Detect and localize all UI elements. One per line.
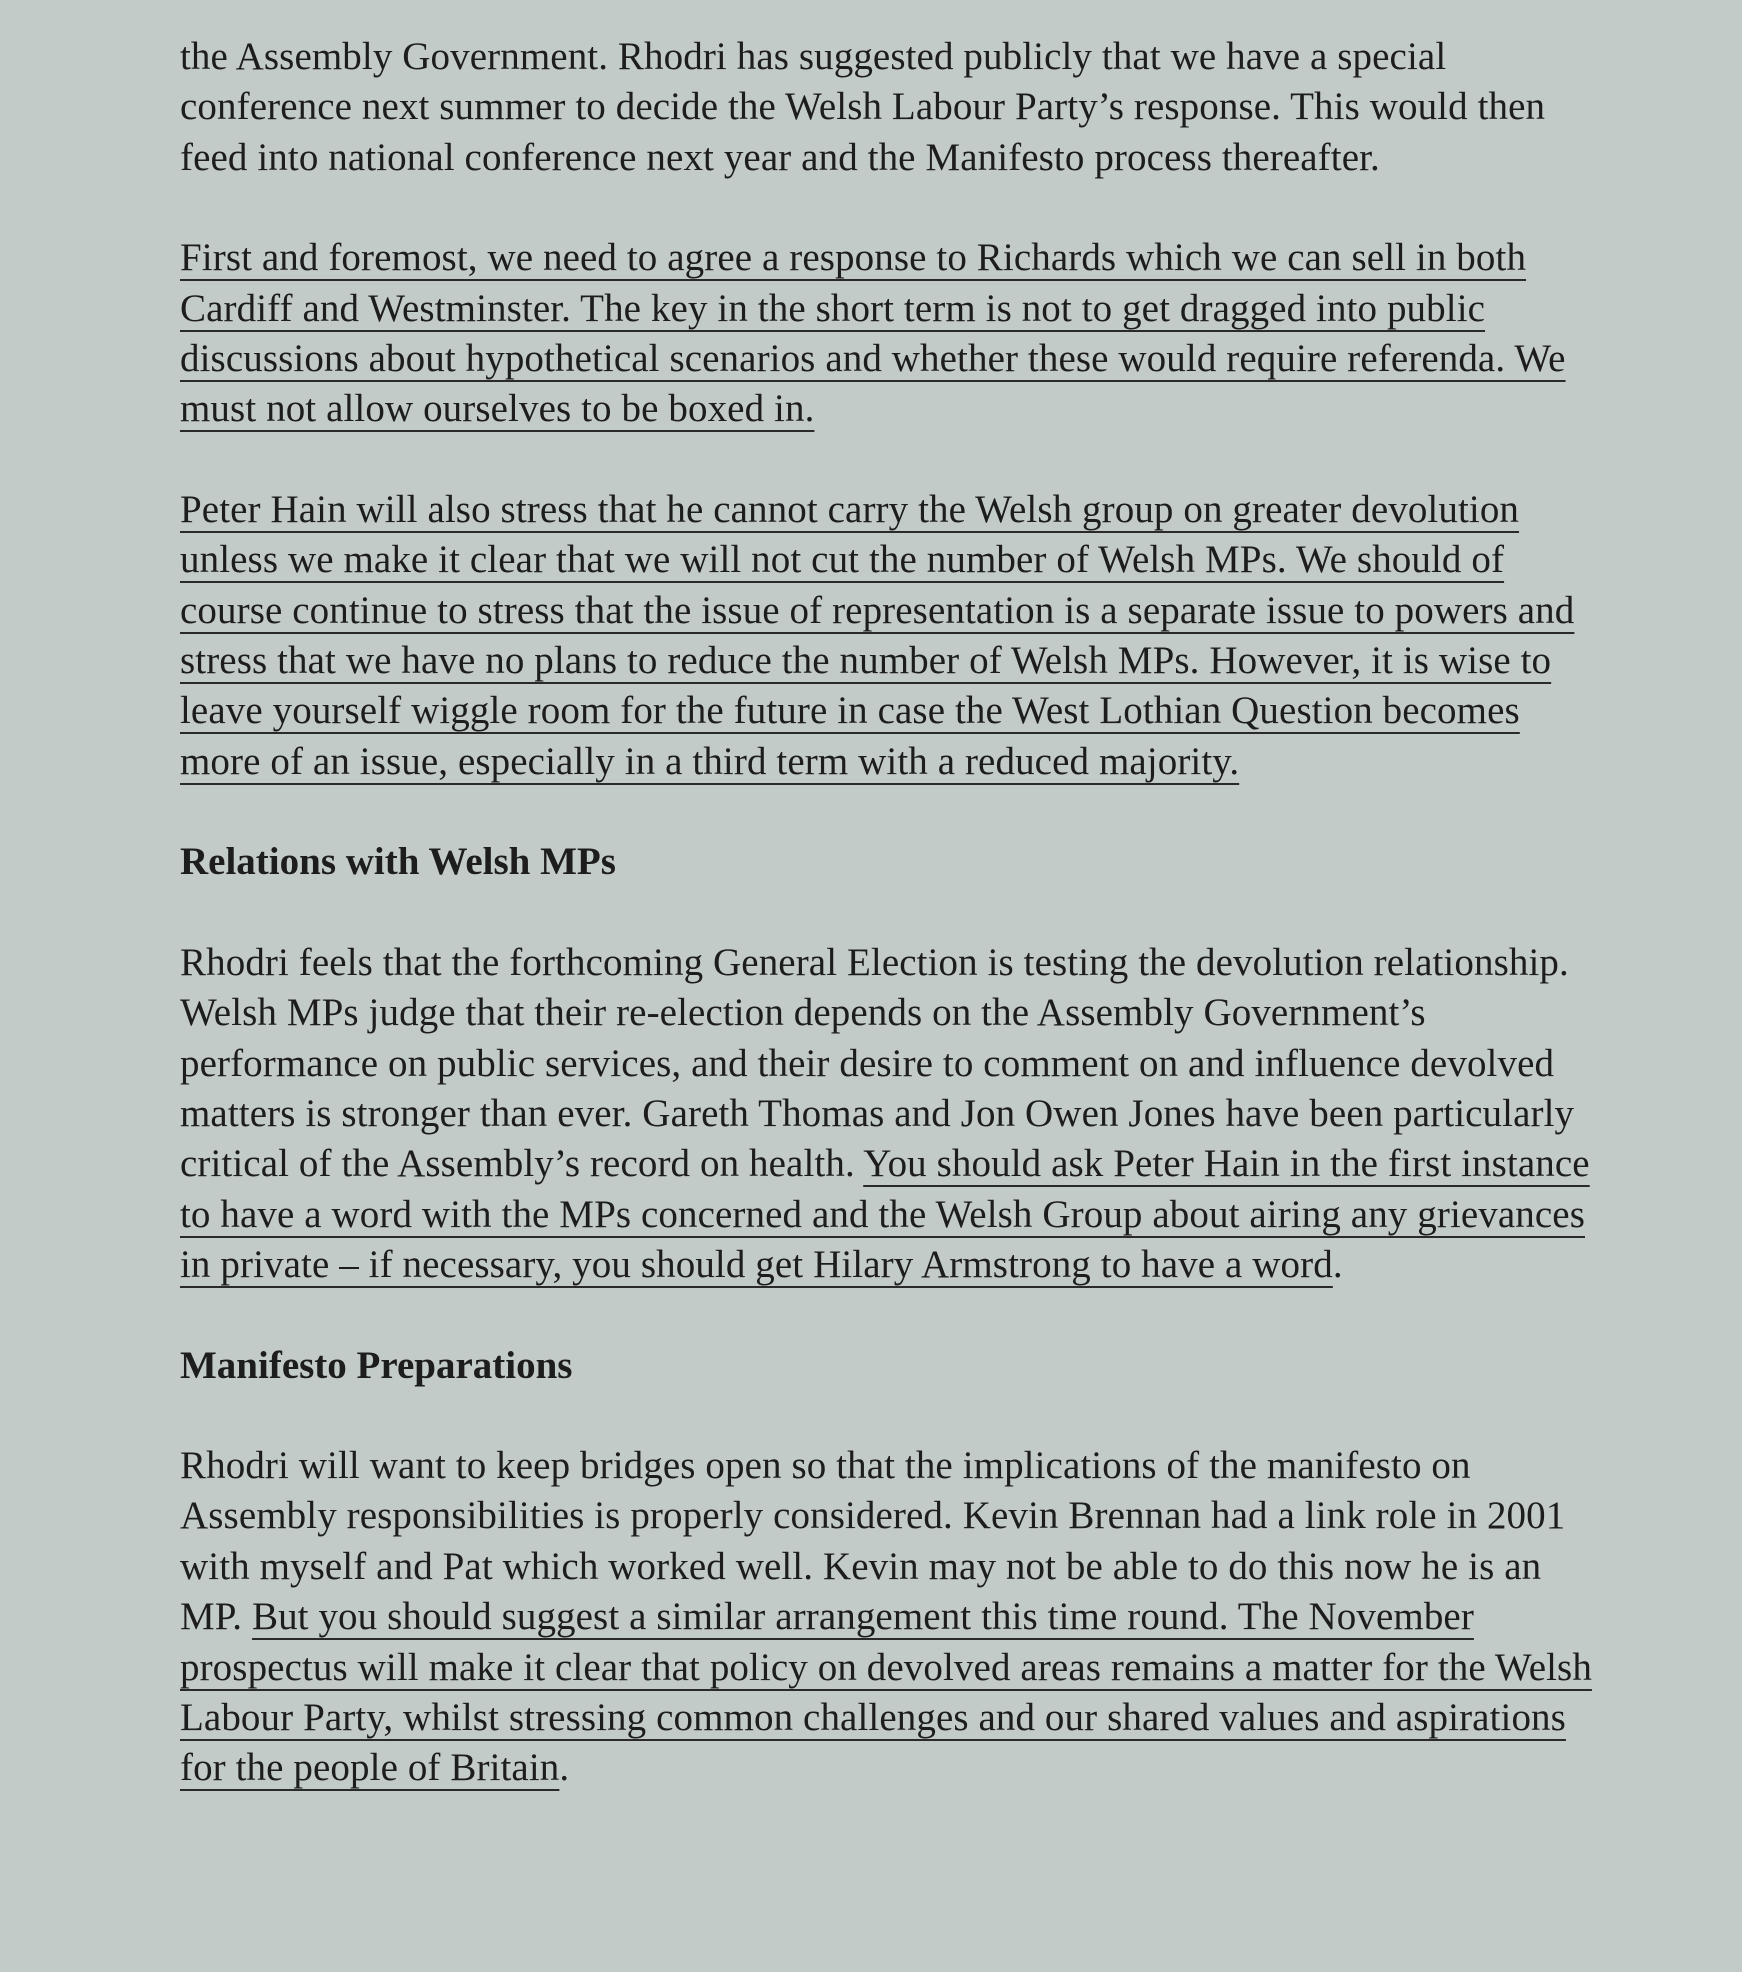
paragraph-tail: . xyxy=(1332,1243,1343,1287)
underlined-text: First and foremost, we need to agree a response to Richards which we can sell in both Cardiff and Westminster. The key in the short term is not to get dragged into public discussions about hypothetical scenarios and whether these would require referenda. We must not allow ourselves to be boxed in. xyxy=(180,236,1566,431)
paragraph-response-to-richards xyxy=(180,233,1600,435)
document-page xyxy=(180,32,1600,1794)
paragraph-text: the Assembly Government. Rhodri has suggested publicly that we have a special conference next summer to decide the Welsh Labour Party’s response. This would then feed into national conference next year and the Manifesto process thereafter. xyxy=(180,35,1546,179)
underlined-text: Peter Hain will also stress that he cannot carry the Welsh group on greater devolution unless we make it clear that we will not cut the number of Welsh MPs. We should of course continue to stress that the issue of representation is a separate issue to powers and stress that we have no plans to reduce the number of Welsh MPs. However, it is wise to leave yourself wiggle room for the future in case the West Lothian Question becomes more of an issue, especially in a third term with a reduced majority. xyxy=(180,487,1575,783)
paragraph-relations-with-mps xyxy=(180,938,1600,1291)
paragraph-welsh-mps-number xyxy=(180,485,1600,787)
underlined-text: You should ask Peter Hain in the first instance to have a word with the MPs concerned and the Welsh Group about airing any grievances in private – if necessary, you should get Hilary Armstrong to have a word xyxy=(180,1142,1590,1287)
paragraph-assembly-government xyxy=(180,32,1600,183)
paragraph-tail: . xyxy=(559,1746,570,1790)
underlined-text: But you should suggest a similar arrangement this time round. The November prospectus will make it clear that policy on devolved areas remains a matter for the Welsh Labour Party, whilst stressing common challenges and our shared values and aspirations for the people of Britain xyxy=(180,1595,1592,1790)
section-heading-manifesto: Manifesto Preparations xyxy=(180,1343,573,1387)
paragraph-manifesto-preparations xyxy=(180,1441,1600,1794)
paragraph-text: Rhodri will want to keep bridges open so that the implications of the manifesto on Assembly responsibilities is properly considered. Kevin Brennan had a link role in 2001 with myself and Pat which worked well. Kevin may not be able to do this now he is an MP. xyxy=(180,1443,1566,1639)
paragraph-text: Rhodri feels that the forthcoming General Election is testing the devolution relationship. Welsh MPs judge that their re-election depends on the Assembly Government’s performance on public services, and their desire to comment on and influence devolved matters is stronger than ever. Gareth Thomas and Jon Owen Jones have been particularly critical of the Assembly’s record on health. xyxy=(180,940,1575,1186)
section-heading-relations: Relations with Welsh MPs xyxy=(180,840,616,884)
